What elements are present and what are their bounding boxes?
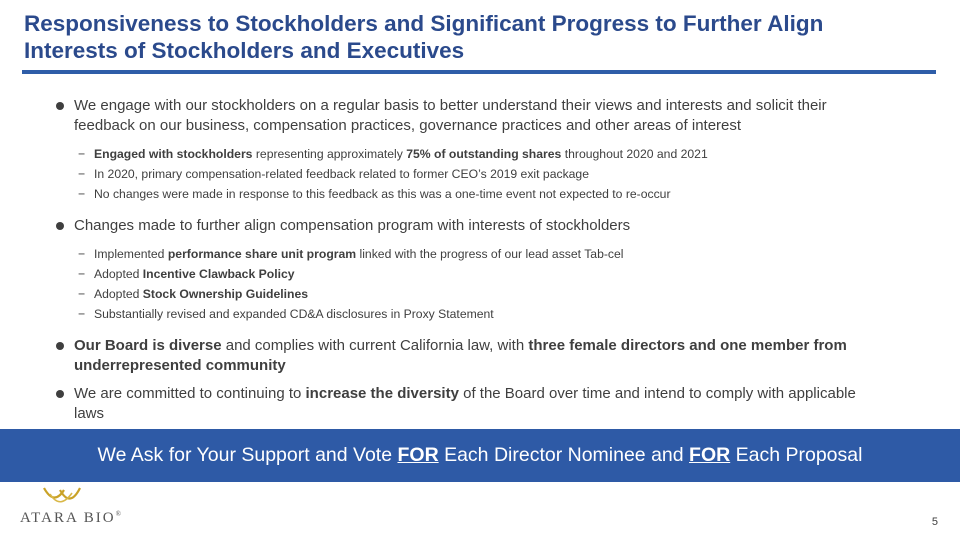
bullet-compensation-changes (56, 216, 876, 236)
dash-icon: − (78, 147, 86, 161)
dash-icon: − (78, 247, 86, 261)
bold-text: Engaged with stockholders (94, 147, 253, 161)
sub-text: Adopted (94, 287, 143, 301)
sub-text: No changes were made in response to this feedback as this was a one-time event not expected to re-occur (94, 187, 671, 201)
logo-text (20, 510, 130, 527)
registered-mark: ® (115, 510, 123, 518)
dash-icon: − (78, 187, 86, 201)
banner-text: We Ask for Your Support and Vote (97, 444, 398, 466)
sub-bullet (56, 304, 876, 324)
bullet-text: We are committed to continuing to (74, 385, 306, 402)
sub-text: throughout 2020 and 2021 (561, 147, 708, 161)
sub-bullet (56, 164, 876, 184)
sub-bullet (56, 264, 876, 284)
bold-text: Stock Ownership Guidelines (142, 287, 309, 301)
bullet-dot-icon (56, 222, 64, 230)
bold-text: Our Board is diverse (74, 337, 222, 354)
bullet-text: of the Board over time and intend to comply with applicable laws (74, 385, 856, 422)
slide-title (24, 10, 924, 64)
sub-bullet (56, 284, 876, 304)
dash-icon: − (78, 307, 86, 321)
bullet-board-diversity (56, 336, 876, 376)
dash-icon: − (78, 267, 86, 281)
logo-wordmark: ATARA BIO (20, 510, 116, 526)
bullet-diversity-commitment (56, 384, 876, 424)
bullet-stockholder-engagement (56, 96, 876, 136)
bold-text: Incentive Clawback Policy (142, 267, 295, 281)
sub-text: Substantially revised and expanded CD&A disclosures in Proxy Statement (94, 307, 494, 321)
title-line-2: Interests of Stockholders and Executives (24, 38, 465, 63)
bullet-text: We engage with our stockholders on a regular basis to better understand their views and interests and solicit their feedback on our business, compensation practices, governance practices and other areas of interest (74, 97, 827, 134)
bold-text: increase the diversity (305, 385, 459, 402)
sub-list-engagement (56, 144, 876, 204)
page-number: 5 (931, 516, 938, 528)
logo-mark-icon (20, 484, 130, 512)
bullet-dot-icon (56, 342, 64, 350)
sub-text: Implemented (94, 247, 168, 261)
sub-bullet (56, 184, 876, 204)
sub-text: representing approximately (252, 147, 407, 161)
banner-emphasis: FOR (397, 444, 439, 466)
sub-bullet (56, 244, 876, 264)
bold-text: three female directors and one member from underrepresented community (74, 337, 847, 374)
atara-bio-logo (20, 484, 130, 532)
dash-icon: − (78, 167, 86, 181)
banner-text: Each Proposal (730, 444, 863, 466)
vote-banner (0, 429, 960, 482)
sub-text: In 2020, primary compensation-related feedback related to former CEO’s 2019 exit package (94, 167, 589, 181)
banner-text: Each Director Nominee and (438, 444, 690, 466)
bold-text: performance share unit program (167, 247, 357, 261)
banner-emphasis: FOR (689, 444, 731, 466)
sub-text: linked with the progress of our lead asset Tab-cel (356, 247, 624, 261)
bold-text: 75% of outstanding shares (406, 147, 562, 161)
title-line-1: Responsiveness to Stockholders and Significant Progress to Further Align (24, 11, 824, 36)
dash-icon: − (78, 287, 86, 301)
sub-bullet (56, 144, 876, 164)
title-divider (22, 70, 936, 74)
bullet-text: Changes made to further align compensation program with interests of stockholders (74, 217, 631, 234)
slide-body (56, 96, 876, 432)
bullet-dot-icon (56, 102, 64, 110)
sub-list-compensation (56, 244, 876, 324)
bullet-dot-icon (56, 390, 64, 398)
bullet-text: and complies with current California law, with (221, 337, 529, 354)
sub-text: Adopted (94, 267, 143, 281)
